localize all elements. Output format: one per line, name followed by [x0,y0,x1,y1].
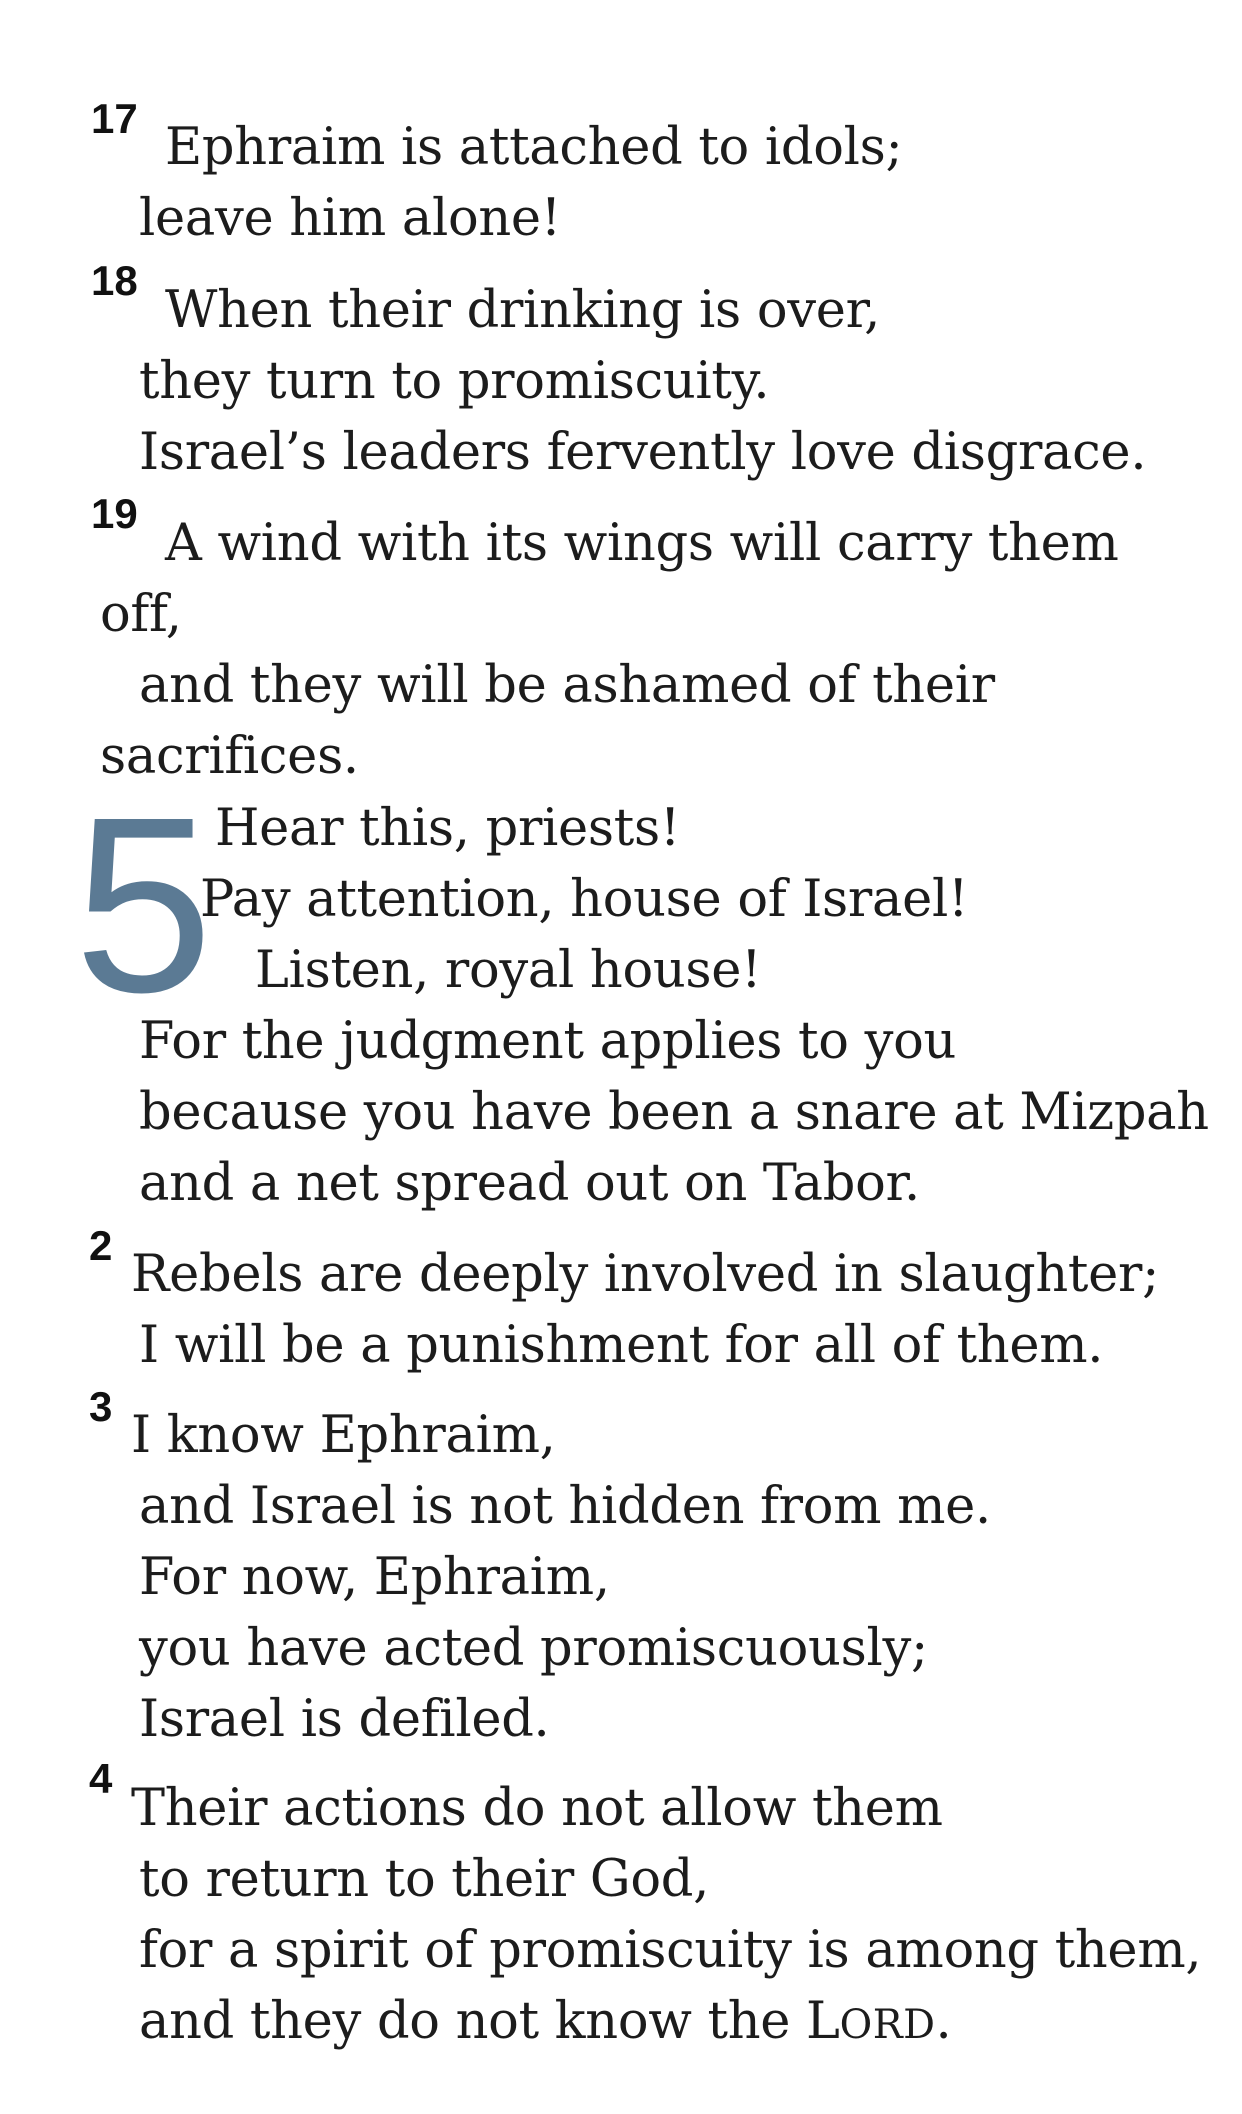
verse-line: and they will be ashamed of their [139,656,995,715]
verse-line [139,1992,952,2051]
divine-name-initial: L [806,1992,840,2051]
verse-line: they turn to promiscuity. [139,352,770,411]
verse-line: Hear this, priests! [215,799,681,858]
verse-number: 2 [89,1222,113,1269]
verse-line: off, [100,585,182,644]
verse-line: Israel is defiled. [139,1690,550,1749]
verse-line: I know Ephraim, [131,1406,556,1465]
verse-line: For now, Ephraim, [139,1548,610,1607]
verse-line: leave him alone! [139,189,561,248]
verse-line: Ephraim is attached to idols; [165,118,903,177]
divine-name-smallcaps: ORD [839,2002,936,2048]
verse-text: and they do not know the [139,1992,807,2051]
verse-line: Rebels are deeply involved in slaughter; [131,1245,1159,1304]
verse-line: because you have been a snare at Mizpah [139,1083,1209,1142]
verse-line: to return to their God, [139,1850,709,1909]
verse-line: I will be a punishment for all of them. [139,1316,1104,1375]
verse-line: for a spirit of promiscuity is among them, [139,1921,1202,1980]
verse-line: For the judgment applies to you [139,1012,957,1071]
verse-line: and Israel is not hidden from me. [139,1477,991,1536]
verse-line: When their drinking is over, [165,281,881,340]
verse-number: 17 [91,95,138,142]
verse-number: 4 [89,1755,113,1802]
chapter-number: 5 [74,765,214,1044]
verse-line: A wind with its wings will carry them [165,514,1119,573]
verse-punctuation: . [935,1992,952,2051]
verse-line: Israel’s leaders fervently love disgrace. [139,423,1147,482]
verse-line: Pay attention, house of Israel! [200,870,969,929]
verse-line: Listen, royal house! [255,941,762,1000]
verse-number: 3 [89,1383,113,1430]
verse-line: and a net spread out on Tabor. [139,1154,920,1213]
verse-number: 19 [91,490,138,537]
verse-line: Their actions do not allow them [131,1779,943,1838]
verse-line: you have acted promiscuously; [139,1619,928,1678]
verse-line: sacrifices. [100,727,359,786]
verse-number: 18 [91,257,138,304]
